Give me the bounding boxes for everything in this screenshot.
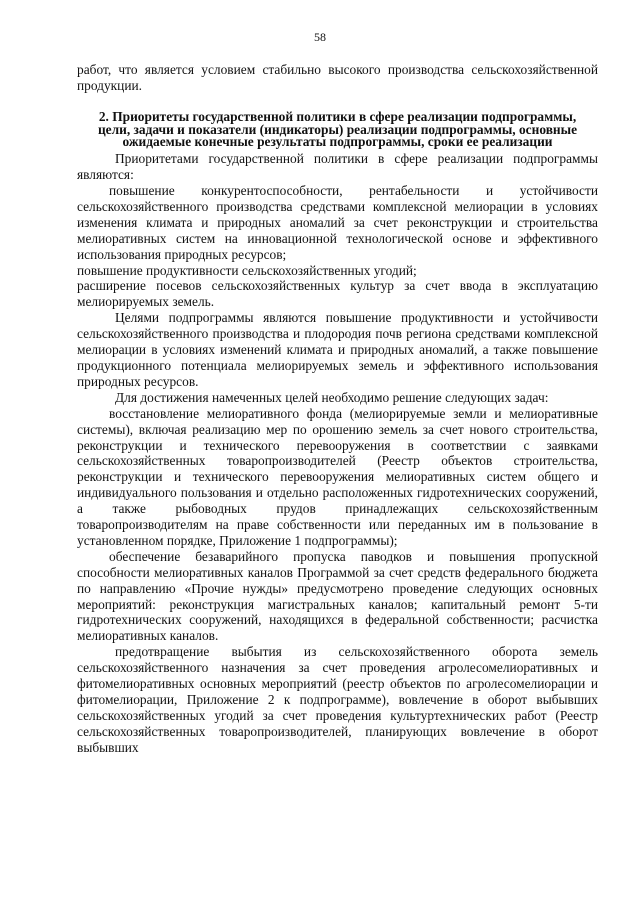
page-number: 58 [314, 30, 326, 44]
paragraph-tasks-intro: Для достижения намеченных целей необходимо решение следующих задач: [115, 389, 549, 405]
section-heading: 2. Приоритеты государственной политики в сфере реализации подпрограммы, цели, задачи и показатели (индикаторы) реализации подпрограммы, основные ожидаемые конечные результаты подпрограммы, сроки ее реализации [97, 108, 578, 150]
paragraph-goals: Целями подпрограммы являются повышение продуктивности и устойчивости сельскохозяйственного производства и плодородия почв региона средствами комплексной мелиорации в условиях изменений климата и природных аномалий, а также повышение продукционного потенциала мелиорируемых земель и эффективного использования природных ресурсов. [77, 310, 598, 389]
list-item-restoration: восстановление мелиоративного фонда (мелиорируемые земли и мелиоративные системы), включая реализацию мер по орошению земель за счет нового строительства, реконструкции и технического перевооружения в соответствии с заявками сельскохозяйственных товаропроизводителей (Реестр объектов строительства, реконструкции и технического перевооружения мелиоративных систем общего и индивидуального пользования и отдельно расположенных гидротехнических сооружений, а также рыбоводных прудов принадлежащих сельскохозяйственным товаропроизводителям на праве собственности или переданных им в пользование в установленном порядке, Приложение 1 подпрограммы); [77, 405, 598, 548]
list-item-prevention: предотвращение выбытия из сельскохозяйственного оборота земель сельскохозяйственного назначения за счет проведения агролесомелиоративных и фитомелиоративных основных мероприятий (реестр объектов по агролесомелиорации и фитомелиорации, Приложение 2 к подпрограмме), вовлечение в оборот выбывших сельскохозяйственных угодий за счет проведения культуртехнических работ (Реестр сельскохозяйственных товаропроизводителей, планирующих вовлечение в оборот выбывших [77, 644, 598, 755]
paragraph-intro: работ, что является условием стабильно высокого производства сельскохозяйственной продукции. [77, 62, 598, 93]
list-item-productivity: повышение продуктивности сельскохозяйственных угодий; [77, 262, 417, 278]
list-item-competitiveness: повышение конкурентоспособности, рентабельности и устойчивости сельскохозяйственного производства средствами комплексной мелиорации в условиях изменения климата и природных аномалий за счет реконструкции и строительства мелиоративных систем на инновационной технологической основе и эффективного использования природных ресурсов; [77, 183, 598, 262]
paragraph-priorities: Приоритетами государственной политики в сфере реализации подпрограммы являются: [77, 151, 598, 183]
page-content [77, 62, 598, 756]
list-item-flood-safety: обеспечение безаварийного пропуска паводков и повышения пропускной способности мелиоративных каналов Программой за счет средств федерального бюджета по направлению «Прочие нужды» предусмотрено проведение следующих основных мероприятий: реконструкция магистральных каналов; капитальный ремонт 5-ти гидротехнических сооружений, находящихся в федеральной собственности; расчистка мелиоративных каналов. [77, 548, 598, 644]
list-item-crops: расширение посевов сельскохозяйственных культур за счет ввода в эксплуатацию мелиорируемых земель. [77, 278, 598, 310]
